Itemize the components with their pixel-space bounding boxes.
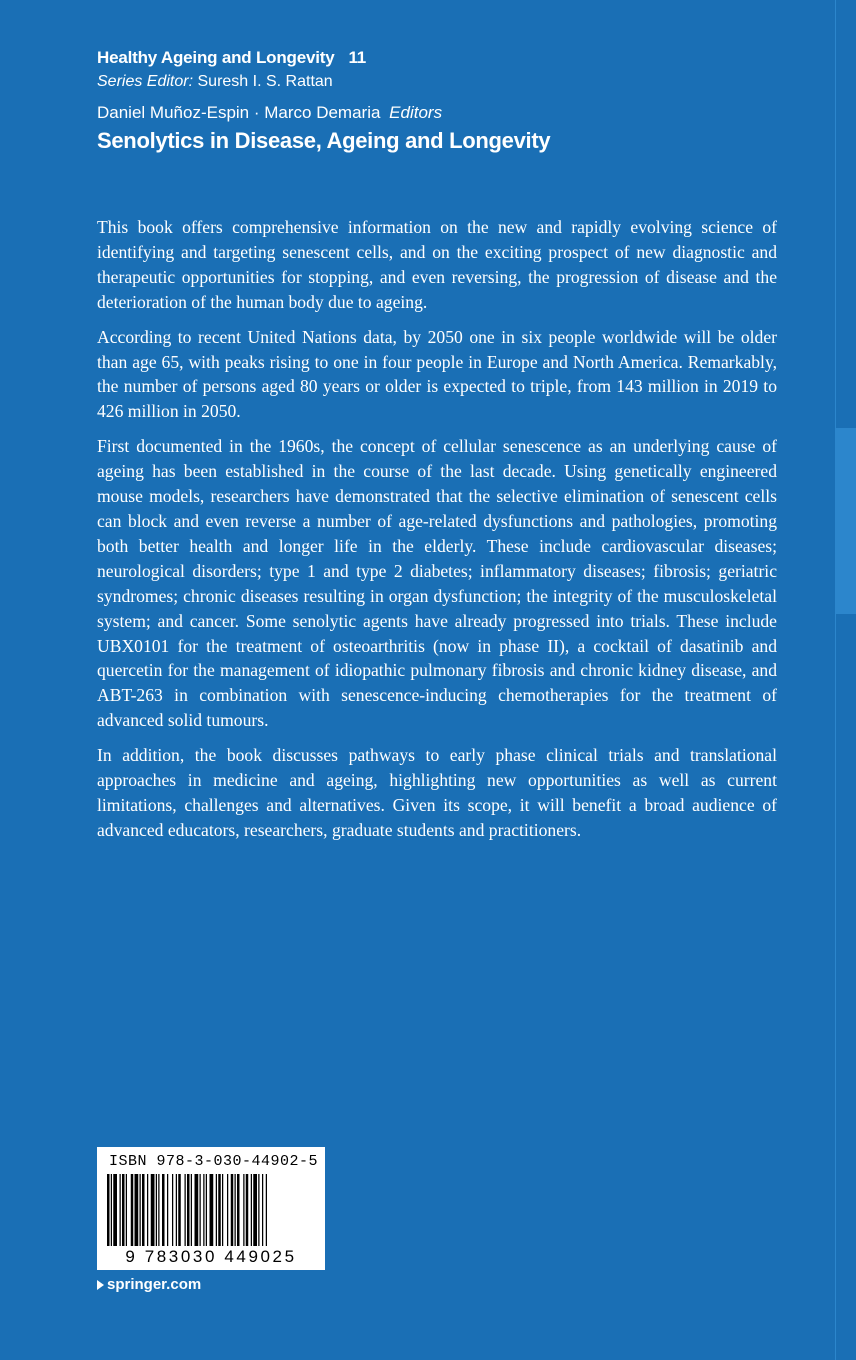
barcode-bar xyxy=(120,1174,121,1246)
barcode-bar xyxy=(126,1174,127,1246)
description-paragraph: According to recent United Nations data, by 2050 one in six people worldwide will be older than age 65, with peaks rising to one in four people in Europe and North America. Remarkably, the number of persons aged 80 years or older is expected to triple, from 143 million in 2019 to 426 million in 2050. xyxy=(97,326,777,422)
series-line xyxy=(97,46,797,70)
barcode-bar xyxy=(156,1174,157,1246)
isbn-number: ISBN 978-3-030-44902-5 xyxy=(109,1153,319,1170)
spine-strip xyxy=(835,0,856,1360)
editors-role: Editors xyxy=(389,103,443,122)
barcode-digits: 9 783030 449025 xyxy=(125,1247,297,1266)
barcode-bar xyxy=(135,1174,139,1246)
barcode-bar xyxy=(243,1174,244,1246)
barcode-bar xyxy=(218,1174,221,1246)
series-editor-line xyxy=(97,70,797,94)
description-paragraph: This book offers comprehensive information on the new and rapidly evolving science of identifying and targeting senescent cells, and on the exciting prospect of new diagnostic and therapeutic opportunities for stopping, and even reversing, the progression of disease and the deterioration of the human body due to ageing. xyxy=(97,217,777,312)
barcode-bar xyxy=(178,1174,181,1246)
publisher-url: springer.com xyxy=(107,1276,202,1293)
barcode-bar xyxy=(140,1174,141,1246)
barcode-bar xyxy=(185,1174,186,1246)
editors-line xyxy=(97,101,797,125)
barcode-bar xyxy=(216,1174,217,1246)
book-title: Senolytics in Disease, Ageing and Longevity xyxy=(97,128,551,153)
barcode-bar xyxy=(142,1174,145,1246)
barcode-bar xyxy=(176,1174,177,1246)
series-editor-label: Series Editor: xyxy=(97,73,194,90)
publisher-link[interactable] xyxy=(97,1276,201,1293)
barcode-bars xyxy=(106,1174,316,1246)
barcode-bar xyxy=(172,1174,173,1246)
barcode-bar xyxy=(113,1174,117,1246)
barcode-bar xyxy=(151,1174,155,1246)
barcode-bar xyxy=(206,1174,207,1246)
barcode-bar xyxy=(200,1174,201,1246)
barcode-bar xyxy=(167,1174,168,1246)
isbn-barcode xyxy=(97,1147,325,1270)
barcode-bar xyxy=(147,1174,148,1246)
barcode-bar xyxy=(162,1174,165,1246)
cover-header xyxy=(97,46,797,155)
barcode-bar xyxy=(227,1174,228,1246)
barcode-bar xyxy=(191,1174,192,1246)
book-description xyxy=(97,215,777,853)
barcode-bar xyxy=(203,1174,204,1246)
barcode-bar xyxy=(246,1174,249,1246)
barcode-bar xyxy=(195,1174,199,1246)
series-editor-name: Suresh I. S. Rattan xyxy=(197,73,333,90)
barcode-bar xyxy=(251,1174,252,1246)
description-paragraph: In addition, the book discusses pathways to early phase clinical trials and translational approaches in medicine and ageing, highlighting new opportunities as well as current limitations, challenges and alternatives. Given its scope, it will benefit a broad audience of advanced educators, researchers, graduate students and practitioners. xyxy=(97,745,777,840)
barcode-bar xyxy=(231,1174,234,1246)
barcode-bar xyxy=(210,1174,214,1246)
barcode-bar xyxy=(158,1174,159,1246)
barcode-bar xyxy=(107,1174,110,1246)
barcode-bar xyxy=(111,1174,112,1246)
barcode-bar xyxy=(235,1174,236,1246)
series-number: 11 xyxy=(348,48,367,67)
spine-accent xyxy=(836,428,856,614)
barcode-bar xyxy=(266,1174,267,1246)
barcode-bar xyxy=(237,1174,240,1246)
description-paragraph: First documented in the 1960s, the concept of cellular senescence as an underlying cause of ageing has been established in the course of the last decade. Using genetically engineered mouse models, researchers have demonstrated that the selective elimination of senescent cells can block and even reverse a number of age-related dysfunctions and pathologies, promoting both better health and longer life in the elderly. These include cardiovascular diseases; neurological disorders; type 1 and type 2 diabetes; inflammatory diseases; fibrosis; geriatric syndromes; chronic diseases resulting in organ dysfunction; the integrity of the musculoskeletal system; and cancer. Some senolytic agents have already progressed into trials. These include UBX0101 for the treatment of osteoarthritis (now in phase II), a cocktail of dasatinib and quercetin for the management of idiopathic pulmonary fibrosis and chronic kidney disease, and ABT-263 in combination with senescence-inducing chemotherapies for the treatment of advanced solid tumours. xyxy=(97,436,777,731)
barcode-bar xyxy=(122,1174,125,1246)
series-name: Healthy Ageing and Longevity xyxy=(97,48,335,67)
barcode-bar xyxy=(222,1174,223,1246)
editor-names: Daniel Muñoz-Espin · Marco Demaria xyxy=(97,103,381,122)
barcode-bar xyxy=(262,1174,263,1246)
barcode-bar xyxy=(187,1174,190,1246)
barcode-bar xyxy=(253,1174,257,1246)
arrow-right-icon xyxy=(97,1280,104,1290)
barcode-bar xyxy=(258,1174,259,1246)
barcode-bar xyxy=(131,1174,134,1246)
